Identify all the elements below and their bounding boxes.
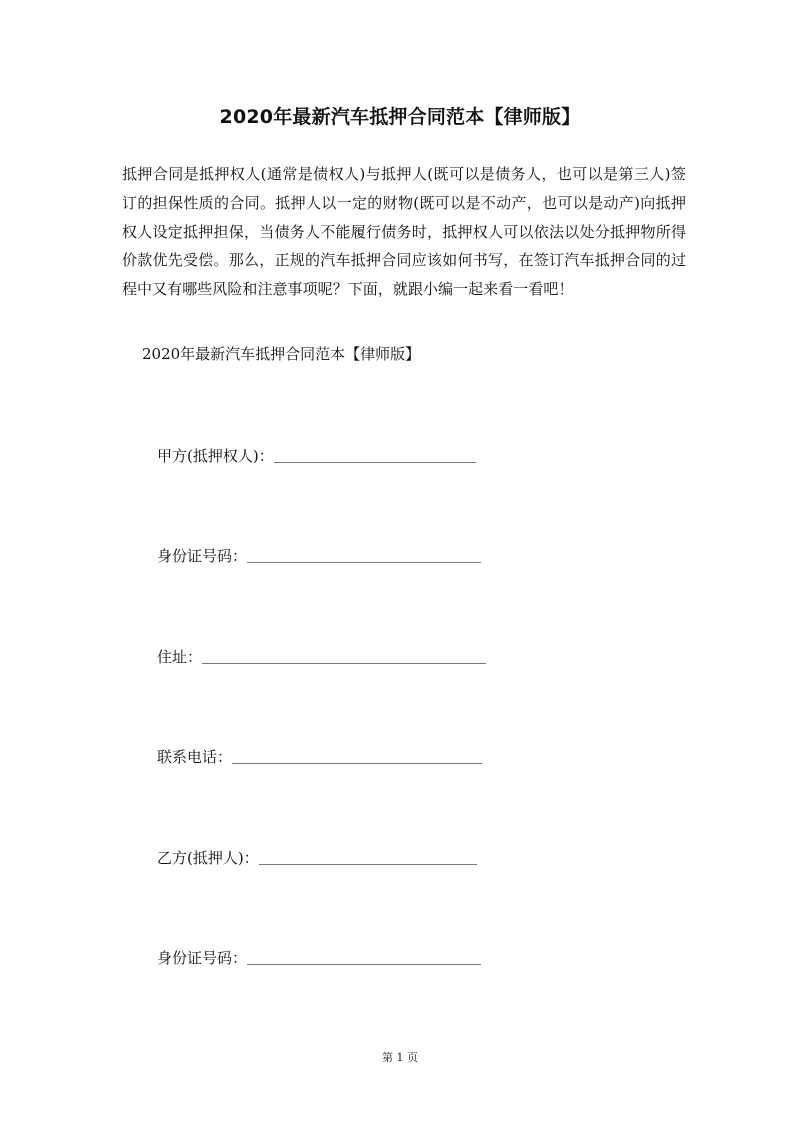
field-label: 甲方(抵押权人)： (157, 447, 274, 465)
blank-line (247, 561, 481, 563)
field-mortgagee (157, 444, 476, 468)
field-label: 乙方(抵押人)： (157, 849, 259, 867)
field-label: 联系电话： (157, 748, 233, 766)
page-number: 第 1 页 (382, 1051, 418, 1064)
blank-line (274, 461, 476, 463)
blank-line (202, 662, 486, 664)
field-phone (157, 745, 482, 769)
blank-line (232, 762, 482, 764)
intro-paragraph: 抵押合同是抵押权人(通常是债权人)与抵押人(既可以是债务人，也可以是第三人)签订的担保性质的合同。抵押人以一定的财物(既可以是不动产，也可以是动产)向抵押权人设定抵押担保，当债务人不能履行债务时，抵押权人可以依法以处分抵押物所得价款优先受偿。那么，正规的汽车抵押合同应该如何书写，在签订汽车抵押合同的过程中又有哪些风险和注意事项呢？下面，就跟小编一起来看一看吧！ (122, 165, 686, 299)
field-label: 身份证号码： (157, 949, 248, 967)
field-mortgagor (157, 846, 477, 870)
field-id-number (157, 544, 481, 568)
field-address (157, 645, 486, 669)
blank-line (247, 963, 481, 965)
field-label: 住址： (157, 648, 203, 666)
contract-subtitle: 2020年最新汽车抵押合同范本【律师版】 (142, 345, 421, 363)
blank-line (259, 863, 477, 865)
field-label: 身份证号码： (157, 547, 248, 565)
field-id-number-2 (157, 946, 481, 970)
document-title: 2020年最新汽车抵押合同范本【律师版】 (219, 106, 581, 128)
